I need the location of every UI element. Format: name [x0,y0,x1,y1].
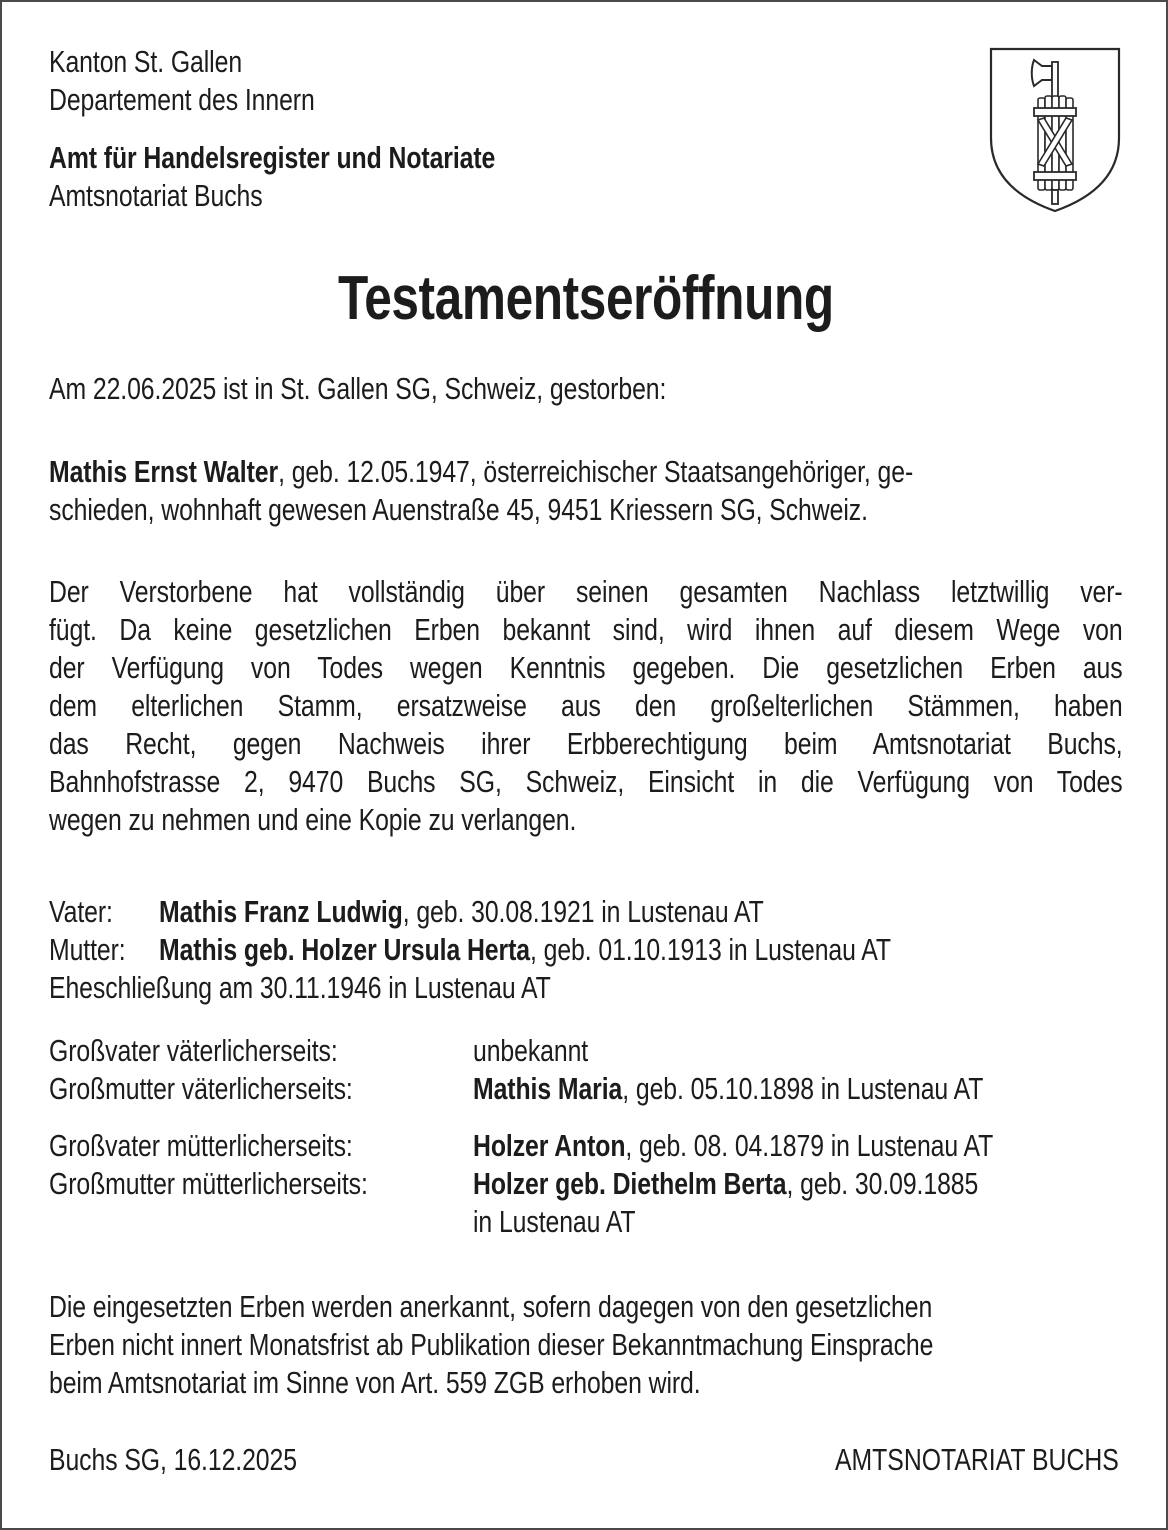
axe-handle-top [1052,62,1058,98]
deceased-details: , geb. 12.05.1947, österreichischer Staatsangehöriger, ge- [278,454,914,489]
grandparent-value-continuation: in Lustenau AT [473,1204,636,1239]
grandparent-name: Mathis Maria [473,1071,623,1106]
father-details: , geb. 30.08.1921 in Lustenau AT [402,894,764,929]
grandparent-value [473,1166,978,1202]
father-name: Mathis Franz Ludwig [159,894,403,929]
grandparent-label: Großvater väterlicherseits: [49,1033,338,1068]
grandparent-label: Großmutter mütterlicherseits: [49,1166,368,1201]
grandparent-details: , geb. 05.10.1898 in Lustenau AT [622,1071,984,1106]
document-title [2,264,1168,334]
paragraph1-line: das Recht, gegen Nachweis ihrer Erbberechtigung beim Amtsnotariat Buchs, [49,726,1123,761]
grandparent-name: Holzer geb. Diethelm Berta [473,1166,787,1201]
deceased-line-1 [49,454,913,490]
grandparent-label: Großmutter väterlicherseits: [49,1071,353,1106]
header-suboffice: Amtsnotariat Buchs [49,178,263,213]
paragraph2-line: beim Amtsnotariat im Sinne von Art. 559 ZGB erhoben wird. [49,1365,701,1400]
signature: AMTSNOTARIAT BUCHS [835,1442,1119,1477]
grandparent-details: , geb. 30.09.1885 [786,1166,979,1201]
paragraph2-line: Erben nicht innert Monatsfrist ab Publikation dieser Bekanntmachung Einsprache [49,1327,934,1362]
death-statement: Am 22.06.2025 ist in St. Gallen SG, Schweiz, gestorben: [49,371,667,406]
mother-label: Mutter: [49,932,126,967]
grandparent-value [473,1033,588,1069]
mother-name: Mathis geb. Holzer Ursula Herta [159,932,530,967]
marriage-line: Eheschließung am 30.11.1946 in Lustenau AT [49,970,551,1005]
deceased-name: Mathis Ernst Walter [49,454,279,489]
paragraph1-line: wegen zu nehmen und eine Kopie zu verlangen. [49,802,577,837]
axe-handle-bottom [1052,190,1058,204]
mother-entry [159,932,891,968]
fasces-band-bottom [1034,172,1076,180]
grandparent-value [473,1071,983,1107]
header-department: Departement des Innern [49,82,315,117]
place-date: Buchs SG, 16.12.2025 [49,1442,297,1477]
header-canton: Kanton St. Gallen [49,44,243,79]
title-text: Testamentseröffnung [338,264,834,333]
grandparent-details: , geb. 08. 04.1879 in Lustenau AT [625,1128,994,1163]
paragraph1-line: Bahnhofstrasse 2, 9470 Buchs SG, Schweiz, Einsicht in die Verfügung von Todes [49,764,1123,799]
mother-details: , geb. 01.10.1913 in Lustenau AT [529,932,891,967]
grandparent-label: Großvater mütterlicherseits: [49,1128,353,1163]
fasces-band-top [1034,108,1076,116]
grandparent-name: Holzer Anton [473,1128,626,1163]
father-entry [159,894,764,930]
paragraph1-line: dem elterlichen Stamm, ersatzweise aus den großelterlichen Stämmen, haben [49,688,1123,723]
grandparent-details: unbekannt [473,1033,589,1068]
header-office: Amt für Handelsregister und Notariate [49,140,496,175]
paragraph1-line: Der Verstorbene hat vollständig über seinen gesamten Nachlass letztwillig ver- [49,574,1123,609]
deceased-line-2: schieden, wohnhaft gewesen Auenstraße 45, 9451 Kriessern SG, Schweiz. [49,492,868,527]
coat-of-arms-icon [988,46,1122,214]
grandparent-value [473,1128,993,1164]
paragraph1-line: der Verfügung von Todes wegen Kenntnis gegeben. Die gesetzlichen Erben aus [49,650,1123,685]
paragraph2-line: Die eingesetzten Erben werden anerkannt, sofern dagegen von den gesetzlichen [49,1289,933,1324]
paragraph1-line: fügt. Da keine gesetzlichen Erben bekannt sind, wird ihnen auf diesem Wege von [49,612,1123,647]
father-label: Vater: [49,894,113,929]
